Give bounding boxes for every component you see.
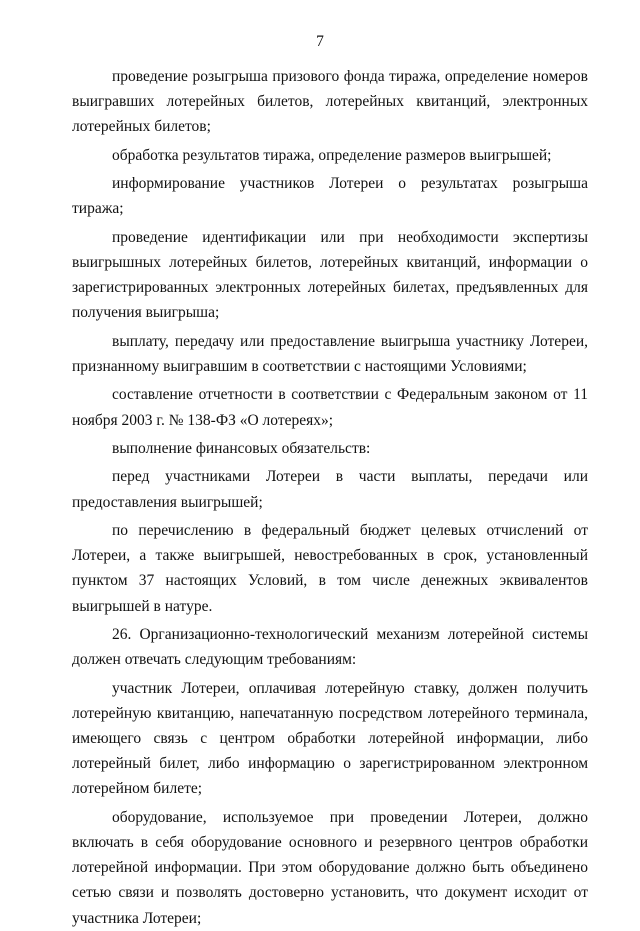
paragraph-identification-expertise: проведение идентификации или при необходимости экспертизы выигрышных лотерейных билетов, лотерейных квитанций, информации о зарегистрированных электронных лотерейных билетах, предъявленных для получения выигрыша; <box>72 228 588 322</box>
document-body <box>72 64 588 931</box>
paragraph-prize-payment: выплату, передачу или предоставление выигрыша участнику Лотереи, признанному выигравшим в соответствии с настоящими Условиями; <box>72 332 588 375</box>
paragraph-obligations-participants: перед участниками Лотереи в части выплаты, передачи или предоставления выигрышей; <box>72 468 588 511</box>
paragraph-section-26: 26. Организационно-технологический механизм лотерейной системы должен отвечать следующим требованиям: <box>72 625 588 669</box>
paragraph-equipment: оборудование, используемое при проведении Лотереи, должно включать в себя оборудование основного и резервного центров обработки лотерейной информации. При этом оборудование должно быть объединено сетью связи и позволять достоверно установить, что документ исходит от участника Лотереи; <box>72 808 588 927</box>
paragraph-participant-informing: информирование участников Лотереи о результатах розыгрыша тиража; <box>72 175 588 218</box>
paragraph-participant-ticket: участник Лотереи, оплачивая лотерейную ставку, должен получить лотерейную квитанцию, напечатанную посредством лотерейного терминала, имеющего связь с центром обработки лотерейной информации, либо лотерейный билет, либо информацию о зарегистрированном электронном лотерейном билете; <box>72 679 588 798</box>
paragraph-results-processing: обработка результатов тиража, определение размеров выигрышей; <box>112 146 552 164</box>
paragraph-prize-drawing: проведение розыгрыша призового фонда тиража, определение номеров выигравших лотерейных билетов, лотерейных квитанций, электронных лотерейных билетов; <box>72 68 588 136</box>
paragraph-financial-obligations: выполнение финансовых обязательств: <box>112 439 371 457</box>
paragraph-reporting: составление отчетности в соответствии с Федеральным законом от 11 ноября 2003 г. № 138-ФЗ «О лотереях»; <box>72 386 588 429</box>
page-number: 7 <box>316 33 324 50</box>
paragraph-obligations-budget: по перечислению в федеральный бюджет целевых отчислений от Лотереи, а также выигрышей, невостребованных в срок, установленный пунктом 37 настоящих Условий, в том числе денежных эквивалентов выигрышей в натуре. <box>72 521 588 615</box>
